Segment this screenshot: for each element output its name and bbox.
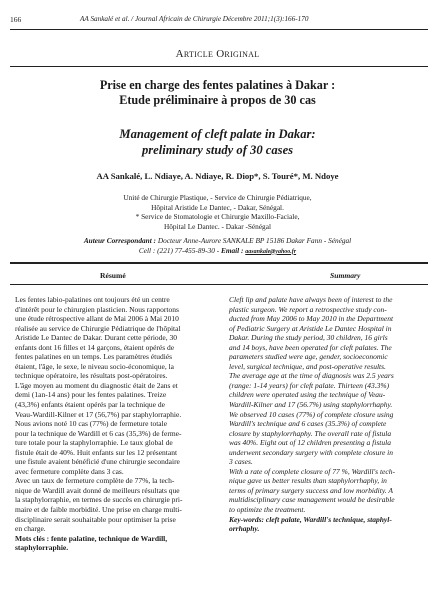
abstract-french-line: fentes palatines en un temps. Les paramètres étudiés bbox=[15, 352, 173, 362]
abstract-english-line: nique gave us better results than staphylorrhaphy, in bbox=[229, 476, 387, 486]
abstract-english-line: and 14 boys, have been operated for cleft palates. The bbox=[229, 342, 392, 352]
abstract-french-line: Nous avions noté 10 cas (77%) de fermeture totale bbox=[15, 419, 168, 429]
abstract-french-line: la staphylorraphie, en termes de succès en chirurgie pri- bbox=[15, 495, 183, 505]
abstract-french-line: technique opératoire, les résultats post-opératoires. bbox=[15, 371, 168, 381]
keywords-french-line: Mots clés : fente palatine, technique de Wardill, bbox=[15, 533, 168, 543]
abstract-english bbox=[229, 295, 420, 534]
abstract-french-line: L'âge moyen au moment du diagnostic était de 2ans et bbox=[15, 380, 178, 390]
abstract-english-line: multidisciplinary case management would be desirable bbox=[229, 495, 395, 505]
abstract-english-line: terms of primary surgery success and low morbidity. A bbox=[229, 485, 393, 495]
abstract-french-line: demi (1an-14 ans) pour les fentes palatines. Treize bbox=[15, 390, 167, 400]
abstract-english-line: plastic surgeon. We report a retrospective study con- bbox=[229, 304, 387, 314]
abstract-french-line: une étude rétrospective allant de Mai 2006 à Mai 2010 bbox=[15, 314, 179, 324]
keywords-english-line: Key-words: cleft palate, Wardill's technique, staphyl- bbox=[229, 514, 392, 524]
title-english bbox=[20, 126, 415, 158]
title-english-line: preliminary study of 30 cases bbox=[141, 143, 294, 157]
abstract-french-line: pour la technique de Wardill et 6 cas (35,3%) de ferme- bbox=[15, 428, 182, 438]
abstract-fr-heading: Résumé bbox=[100, 271, 126, 280]
correspondence-label: Auteur Correspondant : bbox=[83, 236, 156, 245]
abstract-french-line: maire et de faible morbidité. Une prise en charge multi- bbox=[15, 505, 182, 515]
title-french-line: Etude préliminaire à propos de 30 cas bbox=[119, 93, 316, 107]
section-label-text: Article Original bbox=[175, 48, 260, 60]
abstract-french-line: Les fentes labio-palatines ont toujours été un centre bbox=[15, 295, 170, 304]
correspondence-address: Docteur Anne-Aurore SANKALE BP 15186 Dakar Fann - Sénégal bbox=[157, 236, 352, 245]
affiliations bbox=[40, 193, 395, 231]
abstract-french bbox=[15, 295, 215, 553]
abstract-english-line: Wardill-Kilner and 17 (56.7%) using staphylorrhaphy. bbox=[229, 400, 393, 410]
abstract-english-line: level, surgical technique, and post-operative results. bbox=[229, 361, 386, 371]
abstract-english-line: was 40%. Eight out of 12 children presenting a fistula bbox=[229, 438, 391, 448]
abstract-french-line: disciplinaire serait souhaitable pour optimiser la prise bbox=[15, 514, 176, 524]
abstract-english-line: to optimize the treatment. bbox=[229, 505, 306, 515]
journal-citation: AA Sankalé et al. / Journal Africain de Chirurgie Décembre 2011;1(3):166-170 bbox=[80, 15, 309, 23]
section-rule bbox=[10, 66, 428, 67]
abstract-english-line: 3 cases. bbox=[229, 457, 253, 467]
abstract-french-line: Aristide Le Dantec de Dakar. Durant cette période, 30 bbox=[15, 333, 178, 343]
abstract-french-line: réalisée au service de Chirurgie Pédiatrique de l'hôpital bbox=[15, 323, 181, 333]
keywords-english-line: orrhaphy. bbox=[229, 524, 260, 534]
abstract-english-body bbox=[229, 295, 420, 515]
abstract-french-line: d'intérêt pour le chirurgien plasticien. Nous rapportons bbox=[15, 304, 179, 314]
abstract-english-line: Wardill's technique and 6 cases (35.3%) of complete bbox=[229, 419, 387, 429]
abstract-top-rule bbox=[10, 262, 428, 264]
abstract-french-line: Avec un taux de fermeture complète de 77%, la tech- bbox=[15, 476, 175, 486]
title-english-line: Management of cleft palate in Dakar: bbox=[119, 127, 316, 141]
correspondence-phone: Cell : (221) 77-455-89-30 - bbox=[138, 245, 220, 255]
abstract-english-line: of Pediatric Surgery at Aristide Le Dantec Hospital in bbox=[229, 323, 392, 333]
affiliation-line: * Service de Stomatologie et Chirurgie Maxillo-Faciale, bbox=[135, 212, 300, 222]
abstract-french-line: étaient, l'âge, le sexe, le niveau socio-économique, la bbox=[15, 361, 174, 371]
abstract-french-line: Veau-Wardill-Kilner et 17 (56,7%) par staphylorraphie. bbox=[15, 409, 182, 419]
abstract-english-line: ducted from May 2006 to May 2010 in the Department bbox=[229, 314, 394, 324]
abstract-french-line: enfants dont 16 filles et 14 garçons, étaient opérés de bbox=[15, 342, 175, 352]
abstract-en-heading: Summary bbox=[330, 271, 361, 280]
abstract-french-line: ture totale pour la staphylorraphie. Le taux global de bbox=[15, 438, 173, 448]
abstract-french-line: (43,3%) enfants étaient opérés par la technique de bbox=[15, 400, 165, 410]
abstract-english-line: Dakar. During the study period, 30 children, 16 girls bbox=[229, 333, 388, 343]
header-rule bbox=[10, 29, 428, 30]
abstract-french-body bbox=[15, 295, 215, 534]
abstract-french-line: fistule était de 40%. Huit enfants sur les 12 présentant bbox=[15, 447, 178, 457]
abstract-english-line: With a rate of complete closure of 77 %, Wardill's tech- bbox=[229, 466, 395, 476]
email-link[interactable]: aasankale@yahoo.fr bbox=[245, 248, 297, 255]
keywords-french-line: staphylorraphie. bbox=[15, 543, 69, 553]
abstract-english-line: Cleft lip and palate have always been of interest to the bbox=[229, 295, 393, 304]
affiliation-line: Hôpital Aristide Le Dantec, - Dakar, Sénégal. bbox=[151, 202, 284, 212]
abstract-heading-rule bbox=[10, 284, 428, 285]
abstract-french-line: avec fermeture complète dans 3 cas. bbox=[15, 466, 124, 476]
correspondence bbox=[20, 236, 415, 257]
abstract-english-line: children were operated using the technique of Veau- bbox=[229, 390, 386, 400]
abstract-french-line: une fistule avaient bénéficié d'une chirurgie secondaire bbox=[15, 457, 180, 467]
title-french-line: Prise en charge des fentes palatines à Dakar : bbox=[99, 78, 336, 92]
abstract-english-line: parameters studied were age, gender, socioeconomic bbox=[229, 352, 388, 362]
email-label: Email : bbox=[220, 245, 244, 255]
page-number: 166 bbox=[10, 15, 22, 24]
abstract-english-line: We observed 10 cases (77%) of complete closure using bbox=[229, 409, 394, 419]
abstract-english-line: The average age at the time of diagnosis was 2.5 years bbox=[229, 371, 394, 381]
keywords-english bbox=[229, 515, 420, 534]
abstract-english-line: underwent secondary surgery with complete closure in bbox=[229, 447, 393, 457]
abstract-french-line: en charge. bbox=[15, 524, 46, 534]
affiliation-line: Unité de Chirurgie Plastique, - Service de Chirurgie Pédiatrique, bbox=[123, 193, 312, 202]
affiliation-line: Hôpital Le Dantec. - Dakar -Sénégal bbox=[164, 221, 271, 231]
abstract-english-line: (range: 1-14 years) for cleft palate. Thirteen (43.3%) bbox=[229, 380, 390, 390]
section-label bbox=[0, 48, 435, 60]
author-list: AA Sankalé, L. Ndiaye, A. Ndiaye, R. Diop*, S. Touré*, M. Ndoye bbox=[96, 171, 339, 181]
keywords-french bbox=[15, 534, 215, 553]
abstract-english-line: closure by staphylorrhaphy. The overall rate of fistula bbox=[229, 428, 392, 438]
title-french bbox=[20, 78, 415, 108]
abstract-french-line: nique de Wardill avait donné de meilleurs résultats que bbox=[15, 485, 180, 495]
